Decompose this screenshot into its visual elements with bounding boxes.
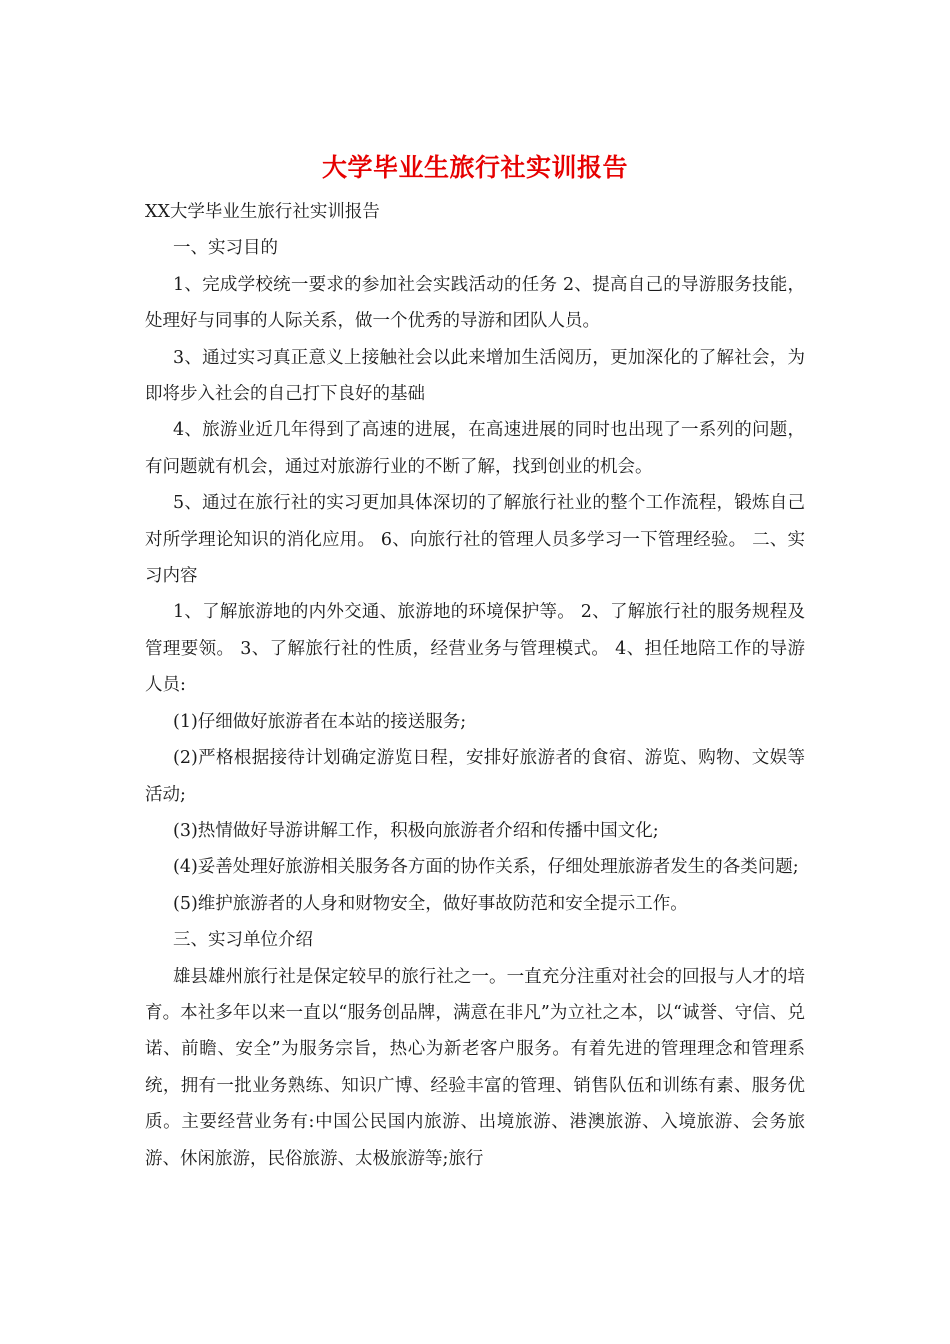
section-heading-company: 三、实习单位介绍 — [173, 930, 313, 951]
paragraph: 5、通过在旅行社的实习更加具体深切的了解旅行社业的整个工作流程，锻炼自己对所学理论知识的消化应用。 6、向旅行社的管理人员多学习一下管理经验。 二、实习内容 — [145, 493, 805, 587]
document-title: 大学毕业生旅行社实训报告 — [321, 153, 628, 182]
section-heading-objectives: 一、实习目的 — [173, 238, 278, 259]
paragraph: 3、通过实习真正意义上接触社会以此来增加生活阅历，更加深化的了解社会，为即将步入社会的自己打下良好的基础 — [145, 347, 805, 405]
paragraph: 4、旅游业近几年得到了高速的进展，在高速进展的同时也出现了一系列的问题，有问题就有机会，通过对旅游行业的不断了解，找到创业的机会。 — [145, 420, 805, 477]
paragraph: 雄县雄州旅行社是保定较早的旅行社之一。一直充分注重对社会的回报与人才的培育。本社多年以来一直以“服务创品牌，满意在非凡”为立社之本，以“诚誉、守信、兑诺、前瞻、安全”为服务宗旨，热心为新老客户服务。有着先进的管理理念和管理系统，拥有一批业务熟练、知识广博、经验丰富的管理、销售队伍和训练有素、服务优质。主要经营业务有:中国公民国内旅游、出境旅游、港澳旅游、入境旅游、会务旅游、休闲旅游，民俗旅游、太极旅游等;旅行 — [145, 966, 805, 1169]
paragraph: 1、了解旅游地的内外交通、旅游地的环境保护等。 2、了解旅行社的服务规程及管理要领。 3、了解旅行社的性质，经营业务与管理模式。 4、担任地陪工作的导游人员: — [145, 602, 805, 696]
list-item: (3)热情做好导游讲解工作，积极向旅游者介绍和传播中国文化; — [173, 820, 659, 841]
list-item: (2)严格根据接待计划确定游览日程，安排好旅游者的食宿、游览、购物、文娱等活动; — [145, 748, 805, 805]
list-item: (4)妥善处理好旅游相关服务各方面的协作关系，仔细处理旅游者发生的各类问题; — [173, 857, 799, 878]
document-body — [145, 194, 805, 1177]
document-subtitle: XX大学毕业生旅行社实训报告 — [145, 202, 380, 222]
list-item: (1)仔细做好旅游者在本站的接送服务; — [173, 711, 467, 732]
list-item: (5)维护旅游者的人身和财物安全，做好事故防范和安全提示工作。 — [173, 893, 688, 914]
paragraph: 1、完成学校统一要求的参加社会实践活动的任务 2、提高自己的导游服务技能，处理好与同事的人际关系，做一个优秀的导游和团队人员。 — [145, 274, 805, 332]
